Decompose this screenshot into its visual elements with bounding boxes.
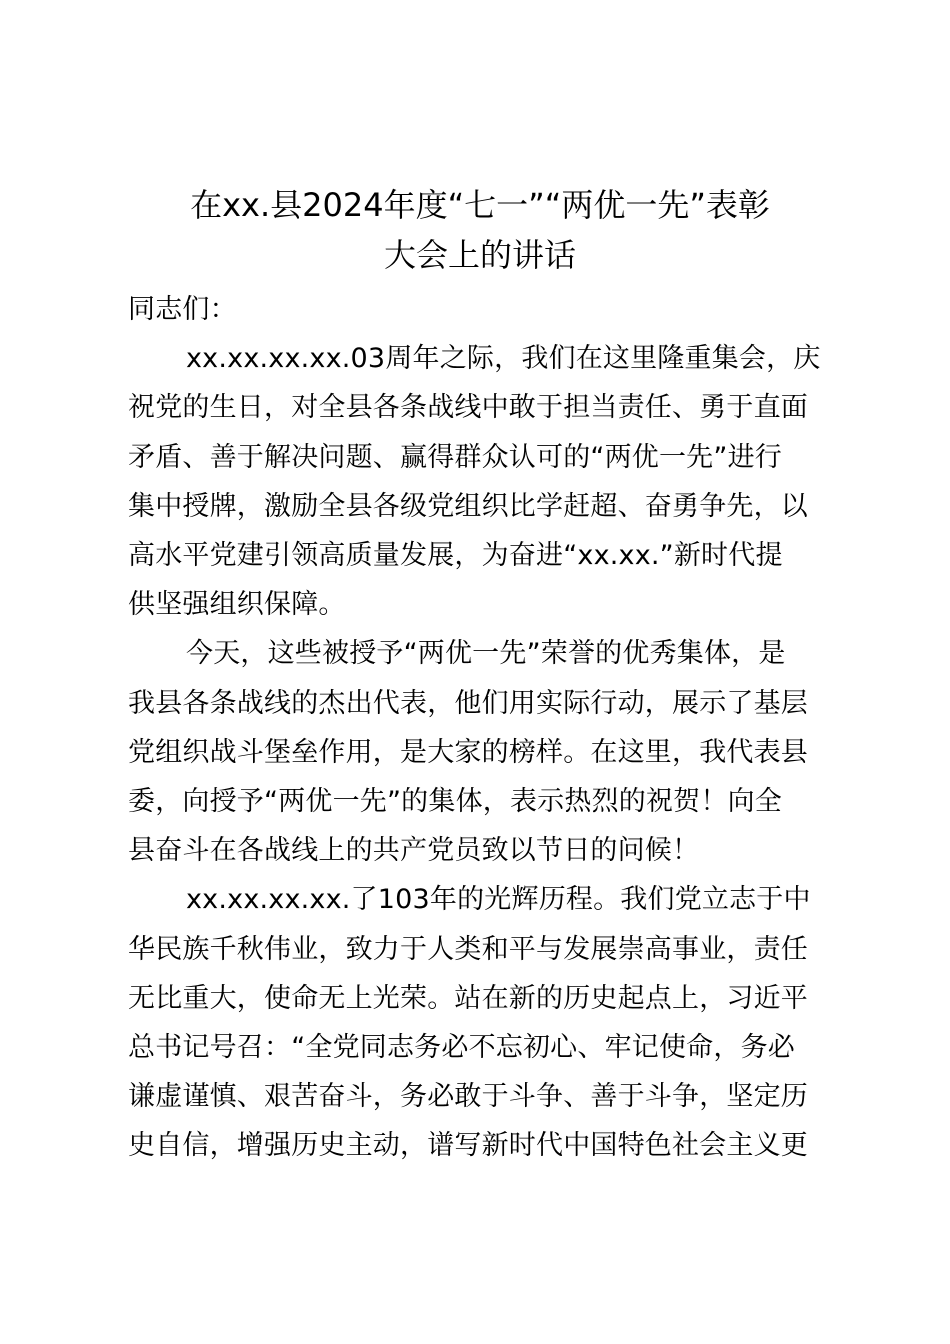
paragraph-line: 华民族千秋伟业，致力于人类和平与发展崇高事业，责任 <box>128 933 808 965</box>
paragraph-line: 县奋斗在各战线上的共产党员致以节日的问候！ <box>128 835 700 867</box>
paragraph-line: xx.xx.xx.xx.03周年之际，我们在这里隆重集会，庆 <box>186 343 821 375</box>
paragraph-line: 史自信，增强历史主动，谱写新时代中国特色社会主义更 <box>128 1130 808 1162</box>
paragraph-line: 无比重大，使命无上光荣。站在新的历史起点上，习近平 <box>128 982 808 1014</box>
paragraph-line: 集中授牌，激励全县各级党组织比学赶超、奋勇争先，以 <box>128 490 808 522</box>
paragraph-3 <box>128 875 868 1170</box>
document-title <box>110 180 850 280</box>
paragraph-line: 祝党的生日，对全县各条战线中敢于担当责任、勇于直面 <box>128 392 808 424</box>
paragraph-1 <box>128 334 868 629</box>
paragraph-line: 供坚强组织保障。 <box>128 589 346 621</box>
salutation: 同志们： <box>128 294 237 325</box>
title-line-1: 在xx.县2024年度“七一”“两优一先”表彰 <box>190 186 770 224</box>
paragraph-line: 矛盾、善于解决问题、赢得群众认可的“两优一先”进行 <box>128 441 782 473</box>
paragraph-line: 我县各条战线的杰出代表，他们用实际行动，展示了基层 <box>128 687 808 719</box>
paragraph-2 <box>128 629 868 875</box>
paragraph-line: 谦虚谨慎、艰苦奋斗，务必敢于斗争、善于斗争，坚定历 <box>128 1081 808 1113</box>
paragraph-line: 高水平党建引领高质量发展，为奋进“xx.xx.”新时代提 <box>128 540 783 572</box>
paragraph-line: 委，向授予“两优一先”的集体，表示热烈的祝贺！向全 <box>128 786 782 818</box>
paragraph-line: 今天，这些被授予“两优一先”荣誉的优秀集体，是 <box>186 638 786 670</box>
paragraph-line: 党组织战斗堡垒作用，是大家的榜样。在这里，我代表县 <box>128 736 808 768</box>
paragraph-line: 总书记号召：“全党同志务必不忘初心、牢记使命，务必 <box>128 1032 795 1064</box>
paragraph-line: xx.xx.xx.xx.了103年的光辉历程。我们党立志于中 <box>186 884 811 916</box>
document-body <box>128 285 868 1171</box>
title-line-2: 大会上的讲话 <box>383 236 576 274</box>
